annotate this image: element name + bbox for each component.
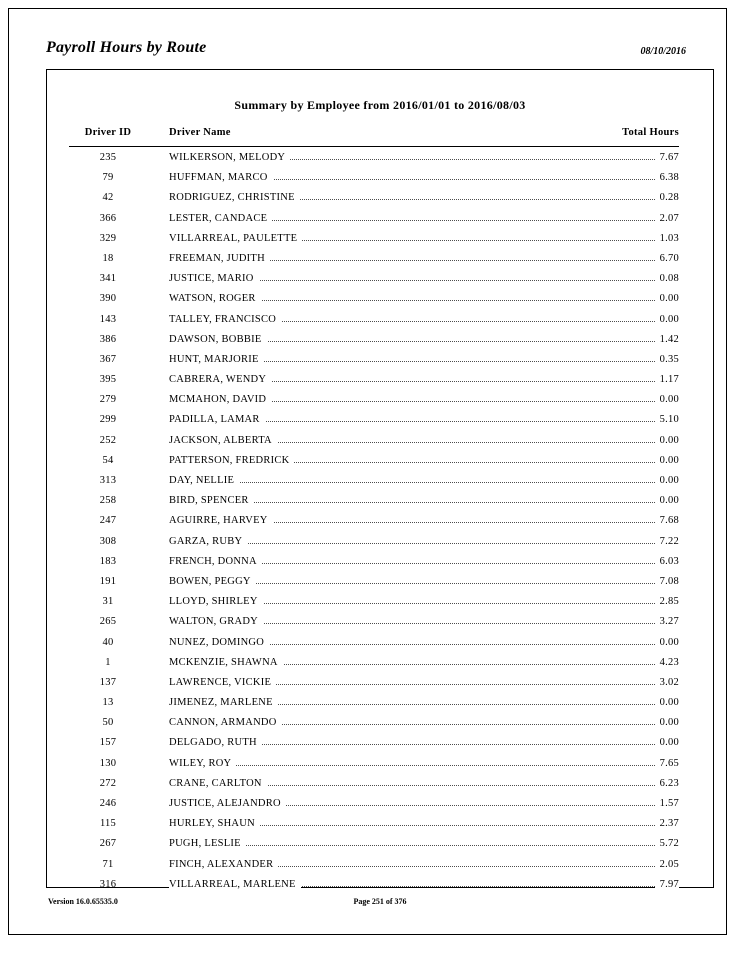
cell-total-hours: 7.22 <box>655 536 679 547</box>
cell-total-hours: 1.57 <box>655 798 679 809</box>
cell-driver-name: TALLEY, FRANCISCO <box>169 314 281 325</box>
report-date: 08/10/2016 <box>640 46 686 57</box>
table-row <box>69 268 679 288</box>
table-row <box>69 591 679 611</box>
cell-total-hours: 7.08 <box>655 576 679 587</box>
report-content-box <box>46 69 714 888</box>
cell-driver-id: 54 <box>102 454 114 466</box>
table-row <box>69 490 679 510</box>
cell-driver-id: 267 <box>99 838 117 850</box>
table-row <box>69 470 679 490</box>
column-header-total-hours: Total Hours <box>622 127 679 138</box>
table-row <box>69 248 679 268</box>
table-row <box>69 551 679 571</box>
cell-total-hours: 6.70 <box>655 253 679 264</box>
cell-driver-name: JUSTICE, ALEJANDRO <box>169 798 286 809</box>
cell-driver-id: 79 <box>102 172 114 184</box>
cell-driver-id: 308 <box>99 535 117 547</box>
cell-total-hours: 6.38 <box>655 172 679 183</box>
table-row <box>69 228 679 248</box>
cell-total-hours: 0.00 <box>655 455 679 466</box>
cell-driver-name: CANNON, ARMANDO <box>169 717 282 728</box>
cell-total-hours: 7.97 <box>655 879 679 890</box>
cell-driver-name: FINCH, ALEXANDER <box>169 859 278 870</box>
table-row <box>69 571 679 591</box>
table-header-row <box>69 127 679 144</box>
table-row <box>69 409 679 429</box>
cell-driver-id: 50 <box>102 717 114 729</box>
cell-driver-name: FREEMAN, JUDITH <box>169 253 270 264</box>
cell-driver-id: 13 <box>102 697 114 709</box>
report-header <box>46 39 686 67</box>
cell-total-hours: 6.03 <box>655 556 679 567</box>
cell-total-hours: 1.17 <box>655 374 679 385</box>
table-row <box>69 208 679 228</box>
dot-leader <box>169 765 679 766</box>
cell-total-hours: 0.00 <box>655 394 679 405</box>
table-row <box>69 813 679 833</box>
cell-total-hours: 0.08 <box>655 273 679 284</box>
table-row <box>69 753 679 773</box>
cell-total-hours: 2.37 <box>655 818 679 829</box>
cell-driver-name: WILKERSON, MELODY <box>169 152 290 163</box>
report-footer <box>46 897 714 913</box>
cell-total-hours: 1.42 <box>655 334 679 345</box>
column-header-driver-id: Driver ID <box>84 127 132 138</box>
cell-total-hours: 1.03 <box>655 233 679 244</box>
cell-total-hours: 0.00 <box>655 717 679 728</box>
cell-total-hours: 0.35 <box>655 354 679 365</box>
cell-driver-name: WATSON, ROGER <box>169 293 261 304</box>
cell-driver-name: WALTON, GRADY <box>169 616 263 627</box>
dot-leader <box>169 482 679 483</box>
cell-driver-name: JUSTICE, MARIO <box>169 273 259 284</box>
cell-total-hours: 7.67 <box>655 152 679 163</box>
table-row <box>69 167 679 187</box>
table-body <box>69 147 679 894</box>
footer-page-indicator: Page 251 of 376 <box>353 897 407 906</box>
cell-driver-name: DAWSON, BOBBIE <box>169 334 267 345</box>
cell-driver-id: 367 <box>99 353 117 365</box>
table-row <box>69 692 679 712</box>
cell-total-hours: 3.27 <box>655 616 679 627</box>
cell-driver-id: 42 <box>102 192 114 204</box>
cell-total-hours: 0.28 <box>655 192 679 203</box>
table-row <box>69 632 679 652</box>
cell-driver-id: 40 <box>102 636 114 648</box>
cell-driver-id: 299 <box>99 414 117 426</box>
cell-driver-name: WILEY, ROY <box>169 758 236 769</box>
cell-driver-name: FRENCH, DONNA <box>169 556 262 567</box>
table-row <box>69 389 679 409</box>
cell-driver-name: MCKENZIE, SHAWNA <box>169 657 283 668</box>
cell-total-hours: 7.65 <box>655 758 679 769</box>
cell-driver-id: 157 <box>99 737 117 749</box>
table-row <box>69 147 679 167</box>
table-row <box>69 652 679 672</box>
cell-total-hours: 0.00 <box>655 314 679 325</box>
cell-driver-id: 235 <box>99 152 117 163</box>
cell-driver-id: 143 <box>99 313 117 325</box>
table-row <box>69 793 679 813</box>
cell-total-hours: 6.23 <box>655 778 679 789</box>
cell-total-hours: 0.00 <box>655 293 679 304</box>
cell-driver-id: 395 <box>99 374 117 386</box>
cell-total-hours: 0.00 <box>655 697 679 708</box>
table-row <box>69 732 679 752</box>
cell-driver-name: HUNT, MARJORIE <box>169 354 264 365</box>
cell-driver-name: BOWEN, PEGGY <box>169 576 256 587</box>
cell-total-hours: 2.85 <box>655 596 679 607</box>
cell-driver-id: 390 <box>99 293 117 305</box>
table-row <box>69 833 679 853</box>
cell-total-hours: 0.00 <box>655 637 679 648</box>
cell-driver-id: 252 <box>99 434 117 446</box>
cell-total-hours: 0.00 <box>655 737 679 748</box>
cell-total-hours: 7.68 <box>655 515 679 526</box>
cell-driver-name: PUGH, LESLIE <box>169 838 246 849</box>
table-row <box>69 874 679 894</box>
table-row <box>69 531 679 551</box>
cell-driver-id: 366 <box>99 212 117 224</box>
cell-driver-name: CABRERA, WENDY <box>169 374 271 385</box>
cell-total-hours: 4.23 <box>655 657 679 668</box>
cell-driver-id: 386 <box>99 333 117 345</box>
cell-driver-id: 137 <box>99 676 117 688</box>
table-row <box>69 510 679 530</box>
cell-driver-id: 313 <box>99 475 117 486</box>
cell-driver-name: CRANE, CARLTON <box>169 778 267 789</box>
cell-driver-id: 130 <box>99 757 117 769</box>
report-title: Payroll Hours by Route <box>46 39 207 56</box>
cell-total-hours: 5.10 <box>655 414 679 425</box>
table-row <box>69 288 679 308</box>
cell-total-hours: 2.07 <box>655 213 679 224</box>
cell-driver-id: 279 <box>99 394 117 406</box>
cell-driver-id: 265 <box>99 616 117 628</box>
cell-driver-name: JACKSON, ALBERTA <box>169 435 277 446</box>
cell-driver-name: PATTERSON, FREDRICK <box>169 455 294 466</box>
table-row <box>69 187 679 207</box>
cell-driver-name: RODRIGUEZ, CHRISTINE <box>169 192 300 203</box>
cell-driver-name: NUNEZ, DOMINGO <box>169 637 269 648</box>
cell-driver-name: VILLARREAL, MARLENE <box>169 879 301 890</box>
cell-driver-id: 115 <box>99 818 117 830</box>
cell-total-hours: 3.02 <box>655 677 679 688</box>
cell-driver-name: LLOYD, SHIRLEY <box>169 596 263 607</box>
table-row <box>69 309 679 329</box>
table-row <box>69 712 679 732</box>
cell-driver-id: 246 <box>99 798 117 809</box>
cell-total-hours: 0.00 <box>655 475 679 486</box>
cell-driver-id: 272 <box>99 777 117 789</box>
cell-driver-id: 1 <box>105 656 111 668</box>
cell-driver-id: 71 <box>102 858 114 870</box>
cell-driver-id: 258 <box>99 495 117 507</box>
cell-driver-id: 31 <box>102 596 114 608</box>
cell-driver-name: GARZA, RUBY <box>169 536 247 547</box>
cell-total-hours: 0.00 <box>655 435 679 446</box>
cell-driver-name: DELGADO, RUTH <box>169 737 262 748</box>
table-row <box>69 611 679 631</box>
table-row <box>69 773 679 793</box>
footer-version: Version 16.0.65535.0 <box>48 897 118 906</box>
cell-driver-name: BIRD, SPENCER <box>169 495 254 506</box>
cell-driver-name: HURLEY, SHAUN <box>169 818 260 829</box>
table-row <box>69 450 679 470</box>
summary-table <box>69 127 679 894</box>
table-row <box>69 349 679 369</box>
report-page <box>8 8 727 935</box>
cell-driver-id: 18 <box>102 252 114 264</box>
cell-driver-name: HUFFMAN, MARCO <box>169 172 273 183</box>
table-row <box>69 430 679 450</box>
cell-total-hours: 5.72 <box>655 838 679 849</box>
cell-driver-id: 247 <box>99 515 117 527</box>
cell-driver-name: PADILLA, LAMAR <box>169 414 265 425</box>
cell-driver-name: MCMAHON, DAVID <box>169 394 271 405</box>
table-row <box>69 369 679 389</box>
cell-driver-name: AGUIRRE, HARVEY <box>169 515 273 526</box>
table-row <box>69 854 679 874</box>
table-row <box>69 672 679 692</box>
section-title: Summary by Employee from 2016/01/01 to 2016/08/03 <box>234 98 526 112</box>
cell-driver-id: 191 <box>99 575 117 587</box>
column-header-driver-name: Driver Name <box>169 127 231 138</box>
cell-driver-name: JIMENEZ, MARLENE <box>169 697 278 708</box>
cell-total-hours: 0.00 <box>655 495 679 506</box>
cell-driver-name: VILLARREAL, PAULETTE <box>169 233 302 244</box>
cell-driver-id: 316 <box>99 878 117 890</box>
cell-driver-id: 329 <box>99 232 117 244</box>
table-row <box>69 329 679 349</box>
cell-driver-name: LAWRENCE, VICKIE <box>169 677 276 688</box>
cell-driver-name: LESTER, CANDACE <box>169 213 272 224</box>
cell-total-hours: 2.05 <box>655 859 679 870</box>
cell-driver-id: 341 <box>99 273 117 285</box>
cell-driver-id: 183 <box>99 555 117 567</box>
cell-driver-name: DAY, NELLIE <box>169 475 239 486</box>
